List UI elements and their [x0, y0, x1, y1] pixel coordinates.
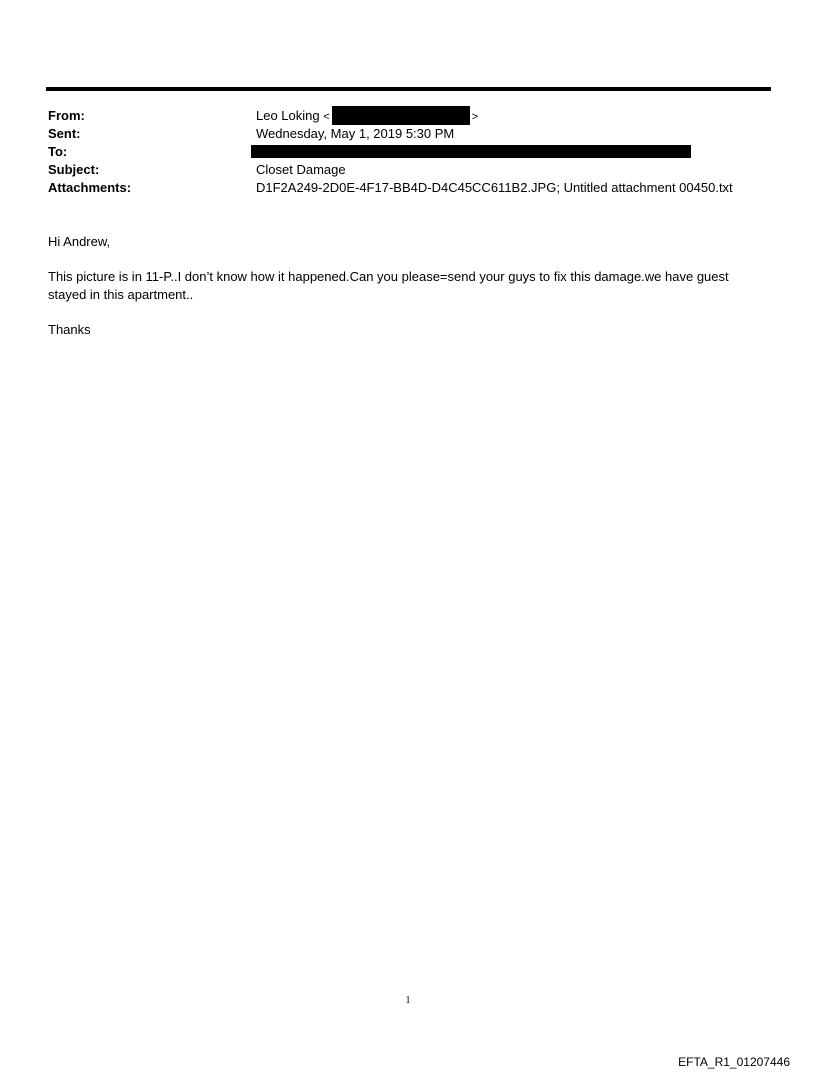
subject-label: Subject: [48, 162, 100, 177]
closing: Thanks [48, 322, 91, 337]
subject-value: Closet Damage [256, 162, 346, 177]
sent-label: Sent: [48, 126, 81, 141]
header-divider [46, 87, 771, 91]
greeting: Hi Andrew, [48, 234, 111, 249]
email-body [48, 233, 768, 356]
sender-name: Leo Loking [256, 108, 320, 123]
attachments-value[interactable]: D1F2A249-2D0E-4F17-BB4D-D4C45CC611B2.JPG; Untitled attachment 00450.txt [256, 180, 733, 195]
attachments-label: Attachments: [48, 180, 132, 195]
email-header [48, 107, 768, 197]
from-row [48, 107, 768, 125]
from-label: From: [48, 108, 85, 123]
page-number: 1 [405, 995, 411, 1006]
bates-number: EFTA_R1_01207446 [678, 1055, 790, 1069]
email-open-bracket: < [323, 111, 330, 123]
email-close-bracket: > [471, 111, 479, 123]
to-redaction-box [251, 145, 691, 158]
from-value [256, 107, 478, 126]
message-paragraph: This picture is in 11-P..I don’t know how it happened.Can you please=send your guys to fix this damage.we have guest stayed in this apartment.. [48, 269, 729, 302]
subject-row [48, 161, 768, 179]
sent-value: Wednesday, May 1, 2019 5:30 PM [256, 126, 455, 141]
sent-row [48, 125, 768, 143]
redaction-box [332, 106, 470, 125]
to-label: To: [48, 144, 68, 159]
attachments-row [48, 179, 768, 197]
